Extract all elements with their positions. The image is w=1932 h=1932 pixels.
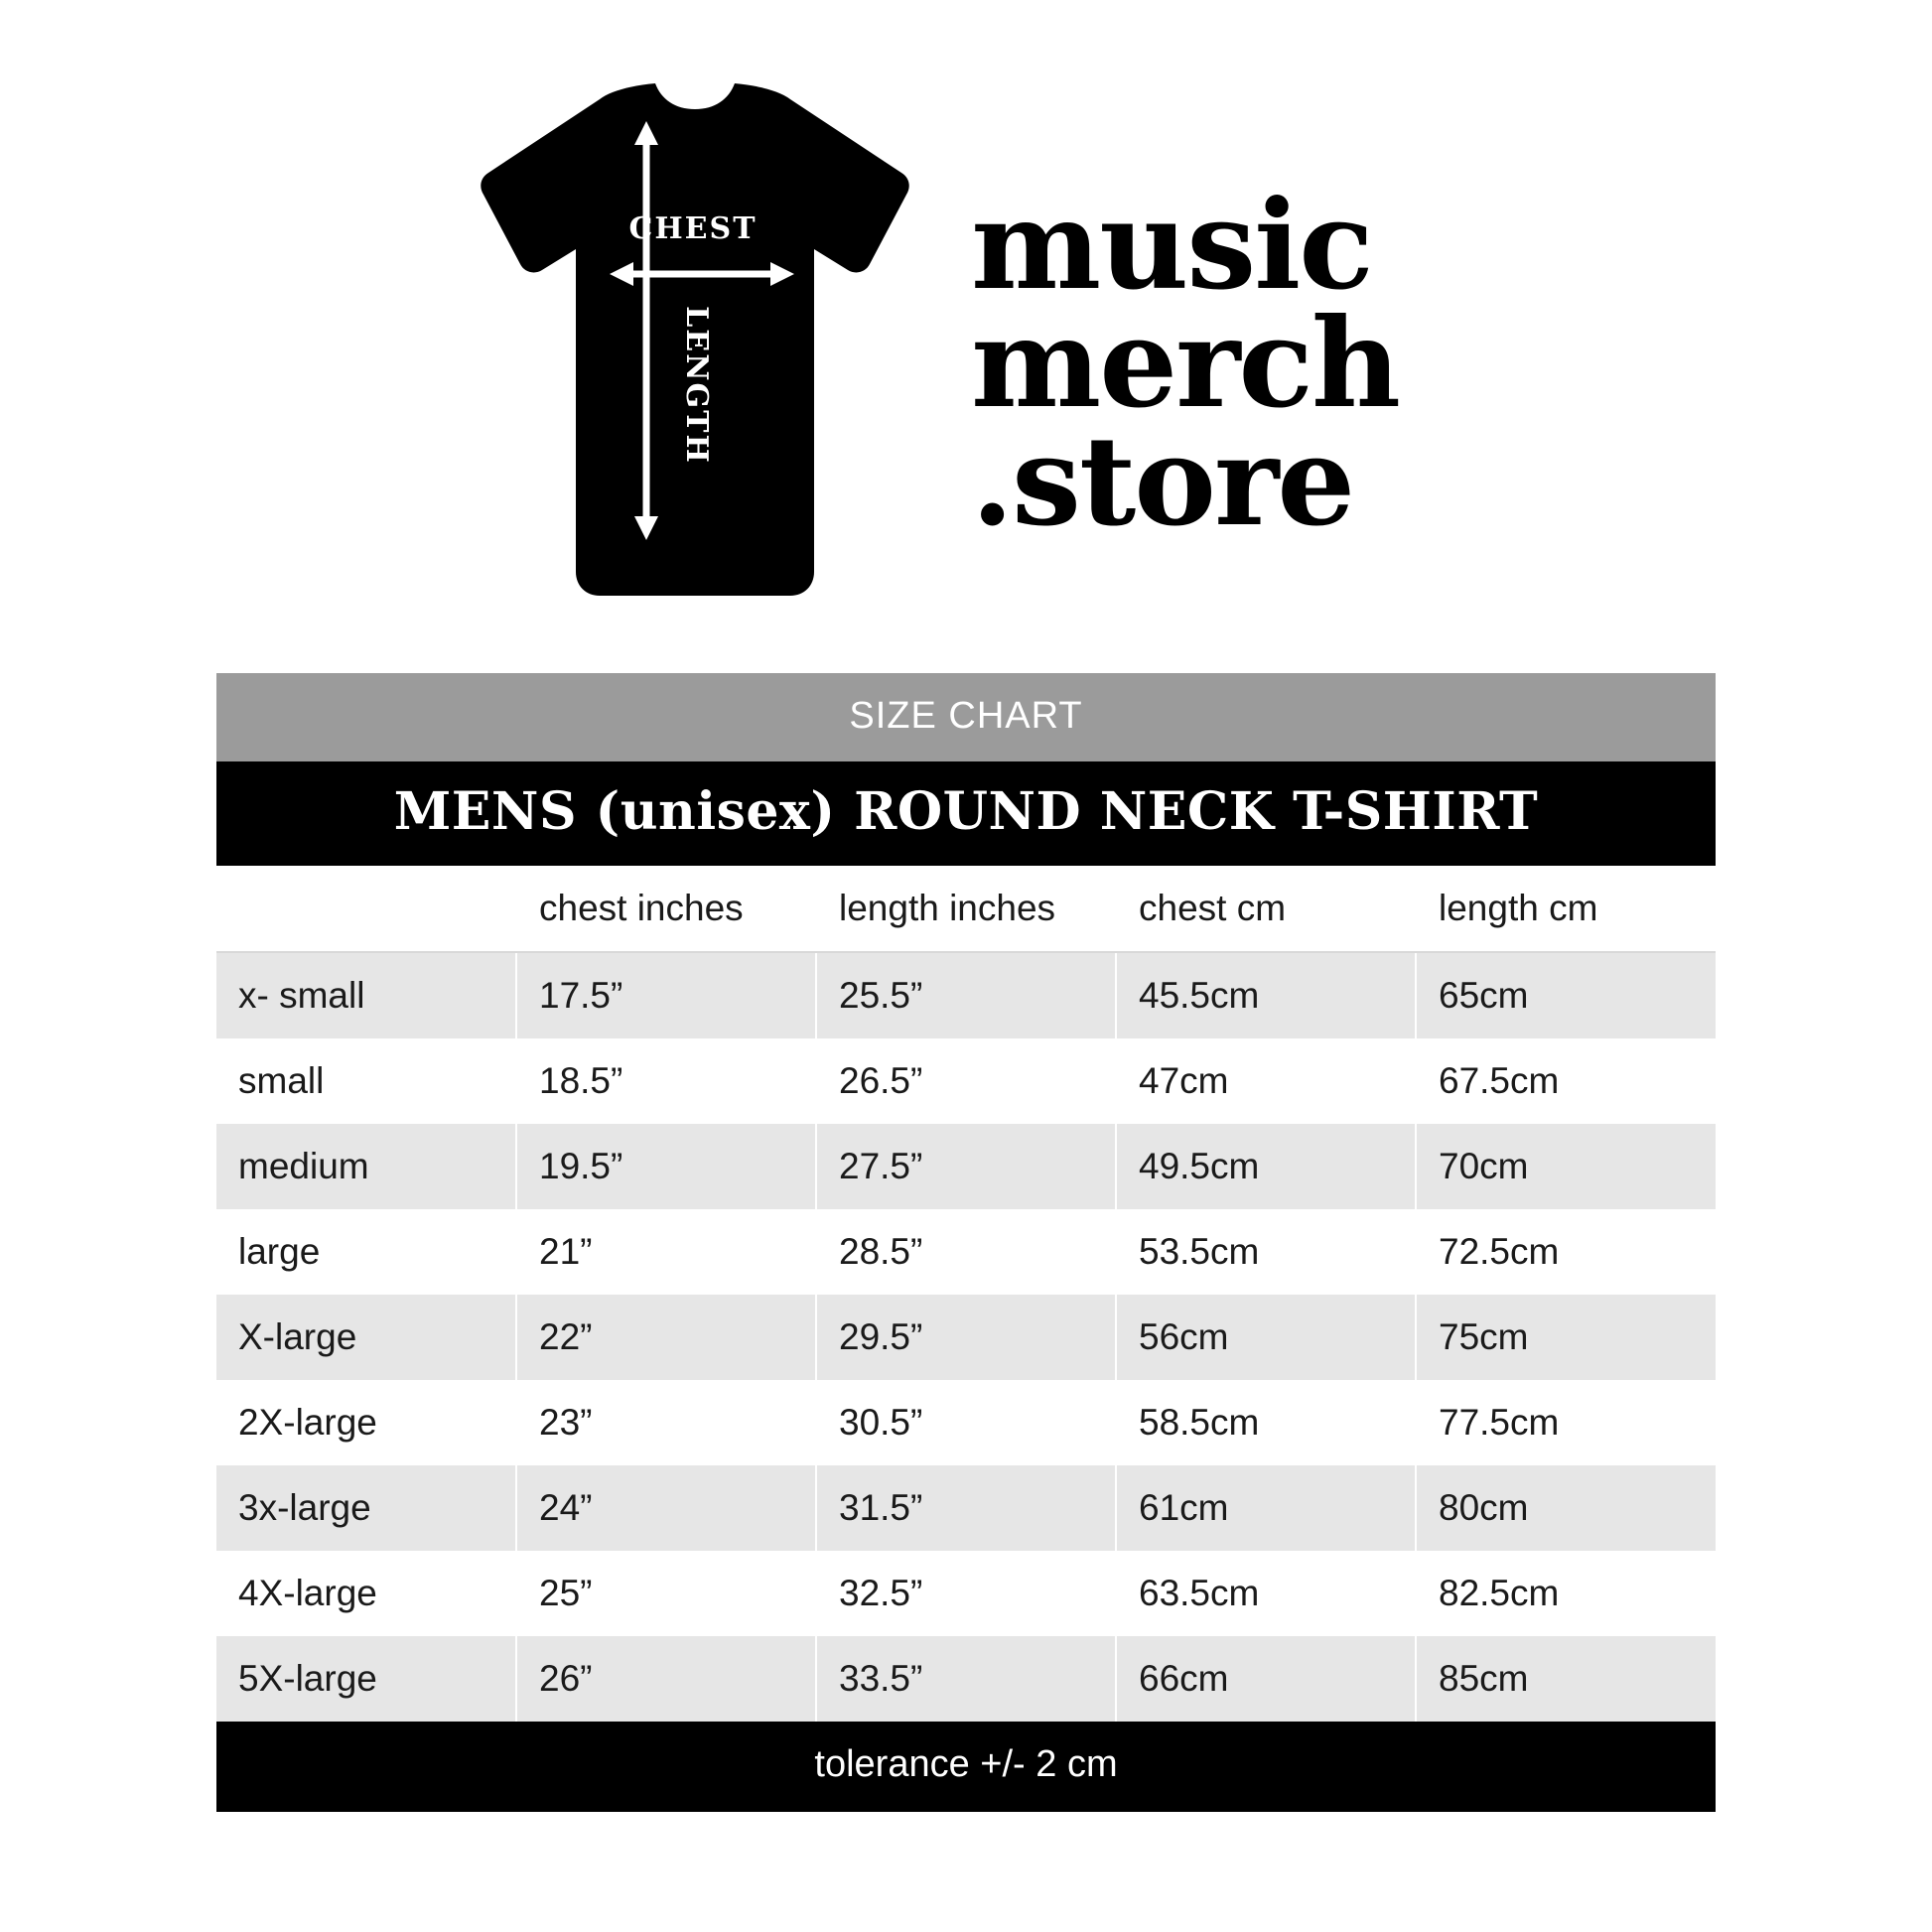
cell-chest-inches: 18.5” bbox=[516, 1038, 816, 1124]
product-title-band: MENS (unisex) ROUND NECK T-SHIRT bbox=[216, 761, 1716, 866]
cell-size: X-large bbox=[216, 1295, 516, 1380]
logo-line-1: music bbox=[971, 174, 1372, 318]
cell-length-inches: 32.5” bbox=[816, 1551, 1116, 1636]
cell-length-cm: 67.5cm bbox=[1416, 1038, 1716, 1124]
size-table-header bbox=[216, 866, 1716, 952]
cell-size: 5X-large bbox=[216, 1636, 516, 1722]
logo-line-2: merch bbox=[971, 292, 1400, 437]
cell-chest-cm: 53.5cm bbox=[1116, 1209, 1416, 1295]
column-header-length-cm: length cm bbox=[1416, 866, 1716, 952]
tolerance-note: tolerance +/- 2 cm bbox=[216, 1722, 1716, 1812]
cell-chest-cm: 63.5cm bbox=[1116, 1551, 1416, 1636]
table-row bbox=[216, 1038, 1716, 1124]
cell-length-inches: 26.5” bbox=[816, 1038, 1116, 1124]
cell-chest-inches: 19.5” bbox=[516, 1124, 816, 1209]
cell-chest-cm: 66cm bbox=[1116, 1636, 1416, 1722]
tshirt-measurement-icon bbox=[405, 77, 921, 604]
cell-size: x- small bbox=[216, 952, 516, 1038]
size-table bbox=[216, 866, 1716, 1722]
cell-chest-inches: 22” bbox=[516, 1295, 816, 1380]
cell-length-inches: 29.5” bbox=[816, 1295, 1116, 1380]
cell-length-cm: 72.5cm bbox=[1416, 1209, 1716, 1295]
cell-chest-inches: 17.5” bbox=[516, 952, 816, 1038]
table-row bbox=[216, 1124, 1716, 1209]
cell-length-cm: 75cm bbox=[1416, 1295, 1716, 1380]
table-row bbox=[216, 1551, 1716, 1636]
cell-size: medium bbox=[216, 1124, 516, 1209]
brand-logo bbox=[971, 77, 1527, 555]
size-chart-table-block bbox=[216, 673, 1716, 1812]
cell-chest-inches: 26” bbox=[516, 1636, 816, 1722]
table-row bbox=[216, 1465, 1716, 1551]
cell-size: 2X-large bbox=[216, 1380, 516, 1465]
cell-length-inches: 27.5” bbox=[816, 1124, 1116, 1209]
size-chart-band: SIZE CHART bbox=[216, 673, 1716, 761]
cell-chest-inches: 23” bbox=[516, 1380, 816, 1465]
cell-length-inches: 25.5” bbox=[816, 952, 1116, 1038]
cell-chest-inches: 21” bbox=[516, 1209, 816, 1295]
cell-length-cm: 85cm bbox=[1416, 1636, 1716, 1722]
cell-size: small bbox=[216, 1038, 516, 1124]
cell-size: 3x-large bbox=[216, 1465, 516, 1551]
table-header-row bbox=[216, 866, 1716, 952]
column-header-chest-cm: chest cm bbox=[1116, 866, 1416, 952]
cell-length-cm: 70cm bbox=[1416, 1124, 1716, 1209]
cell-chest-cm: 49.5cm bbox=[1116, 1124, 1416, 1209]
table-row bbox=[216, 1295, 1716, 1380]
column-header-size bbox=[216, 866, 516, 952]
cell-chest-cm: 61cm bbox=[1116, 1465, 1416, 1551]
column-header-chest-inches: chest inches bbox=[516, 866, 816, 952]
cell-length-inches: 30.5” bbox=[816, 1380, 1116, 1465]
chest-label-text: CHEST bbox=[628, 211, 758, 246]
cell-chest-cm: 56cm bbox=[1116, 1295, 1416, 1380]
cell-length-inches: 33.5” bbox=[816, 1636, 1116, 1722]
cell-chest-inches: 25” bbox=[516, 1551, 816, 1636]
cell-length-cm: 80cm bbox=[1416, 1465, 1716, 1551]
cell-chest-inches: 24” bbox=[516, 1465, 816, 1551]
cell-chest-cm: 47cm bbox=[1116, 1038, 1416, 1124]
table-row bbox=[216, 1209, 1716, 1295]
column-header-length-inches: length inches bbox=[816, 866, 1116, 952]
cell-length-inches: 31.5” bbox=[816, 1465, 1116, 1551]
table-row bbox=[216, 1380, 1716, 1465]
cell-size: large bbox=[216, 1209, 516, 1295]
header-section bbox=[0, 77, 1932, 653]
cell-length-cm: 77.5cm bbox=[1416, 1380, 1716, 1465]
length-label-text: LENGTH bbox=[679, 306, 714, 465]
logo-line-3: .store bbox=[971, 410, 1354, 555]
table-row bbox=[216, 1636, 1716, 1722]
size-table-body bbox=[216, 952, 1716, 1722]
table-row bbox=[216, 952, 1716, 1038]
cell-chest-cm: 45.5cm bbox=[1116, 952, 1416, 1038]
cell-chest-cm: 58.5cm bbox=[1116, 1380, 1416, 1465]
cell-length-cm: 65cm bbox=[1416, 952, 1716, 1038]
cell-size: 4X-large bbox=[216, 1551, 516, 1636]
cell-length-cm: 82.5cm bbox=[1416, 1551, 1716, 1636]
cell-length-inches: 28.5” bbox=[816, 1209, 1116, 1295]
